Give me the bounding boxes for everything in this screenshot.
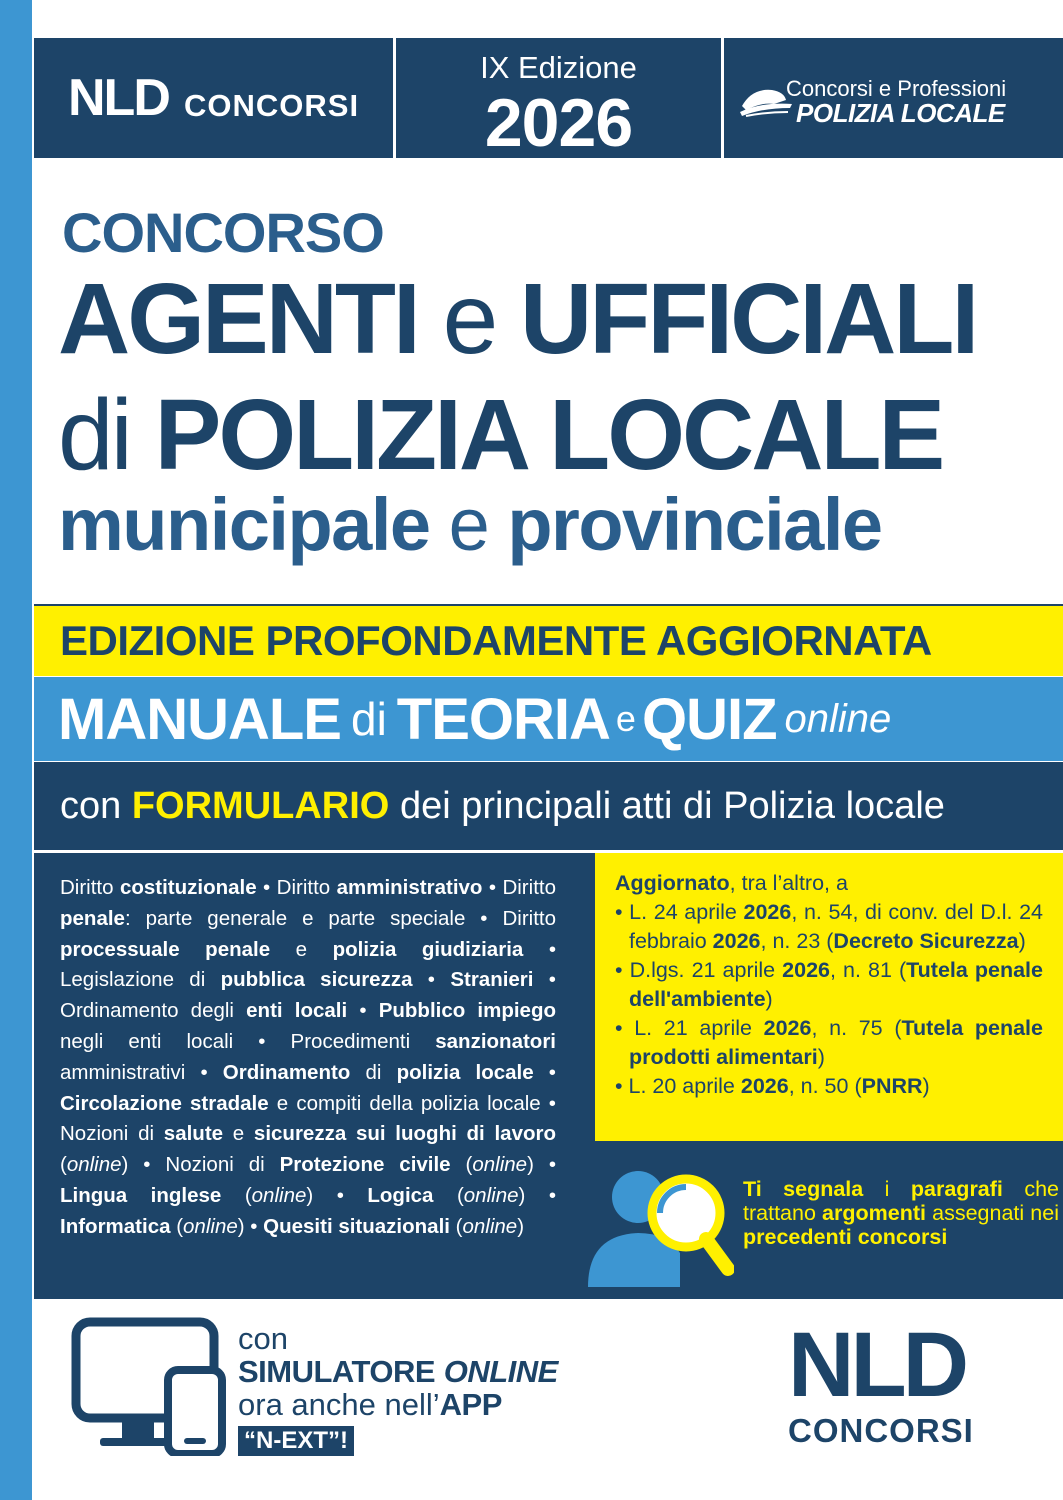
topic-run: amministrativo (336, 876, 483, 899)
nld-logo-text: NLD (68, 69, 169, 127)
content-panel (34, 853, 1063, 1299)
update-run: , n. 81 ( (830, 958, 907, 982)
topic-run: • (412, 968, 451, 992)
manual-e: e (615, 698, 636, 739)
topic-run: Diritto (60, 876, 120, 899)
topic-run: costituzionale (119, 876, 257, 899)
simulator-line-2 (238, 1355, 558, 1388)
update-run: 2026 (740, 1074, 789, 1098)
update-item (615, 1072, 1043, 1101)
topic-run: • Legislazione di (60, 937, 557, 992)
update-run: ) (817, 1045, 825, 1069)
update-run: 2026 (712, 929, 761, 953)
topic-run: e (223, 1122, 254, 1146)
signal-run: i (863, 1177, 911, 1201)
updates-box (595, 853, 1063, 1141)
topic-run: • Diritto (256, 876, 337, 899)
edition-label: IX Edizione (480, 50, 637, 85)
signal-box (574, 1153, 1063, 1293)
topic-run: • (347, 999, 379, 1023)
topics-list (60, 873, 556, 1243)
manual-di: di (350, 693, 387, 745)
signal-run: precedenti concorsi (743, 1225, 948, 1249)
update-item (615, 956, 1043, 1014)
topic-run: polizia giudiziaria (332, 937, 524, 961)
topic-run: ( (170, 1214, 184, 1238)
topic-run: penale (60, 906, 125, 930)
concorsi-logo-text: CONCORSI (184, 88, 360, 123)
topic-run: ) • (306, 1183, 368, 1207)
topic-run: online (251, 1183, 307, 1207)
topic-run: e compiti della polizia locale • Nozioni di (60, 1091, 556, 1146)
topic-run: ) • Nozioni di (121, 1153, 280, 1177)
topic-run: Stranieri (450, 968, 534, 992)
update-run: ) (1018, 929, 1026, 953)
update-run: , n. 75 ( (811, 1016, 902, 1040)
topic-run: processuale penale (60, 937, 271, 961)
series-logo (724, 38, 1063, 158)
title-concorso: CONCORSO (62, 201, 384, 264)
formulario-rest: dei principali atti di Polizia locale (399, 784, 945, 827)
title-di: di (58, 379, 130, 491)
topic-run: ( (60, 1153, 67, 1177)
topic-run: ( (433, 1183, 464, 1207)
topic-run: ( (449, 1214, 463, 1238)
topic-run: di (350, 1060, 397, 1084)
title-polizia-locale: POLIZIA LOCALE (154, 379, 943, 491)
topic-run: Quesiti situazionali (263, 1214, 450, 1238)
update-item (615, 898, 1043, 956)
topic-run: ( (221, 1183, 252, 1207)
topic-run: : parte generale e parte speciale • Diritto (124, 906, 556, 930)
person-magnifier-icon (582, 1163, 734, 1293)
topic-run: Pubblico impiego (378, 999, 557, 1023)
header-bar (34, 38, 1063, 161)
topic-run: e (270, 937, 333, 961)
topic-run: Protezione civile (279, 1153, 451, 1177)
edition-banner (34, 604, 1063, 676)
topic-run: Logica (367, 1183, 434, 1207)
topic-run: • (533, 1060, 556, 1084)
topic-run: pubblica sicurezza (220, 968, 413, 992)
topic-run: online (462, 1214, 518, 1238)
topic-run: • Ordinamento degli (60, 968, 556, 1023)
topic-run: Lingua inglese (60, 1183, 222, 1207)
topic-run: ) • (518, 1183, 556, 1207)
signal-run: paragrafi (910, 1177, 1003, 1201)
series-top-text: Concorsi e Professioni (786, 76, 1007, 101)
updates-title-rest: , tra l’altro, a (729, 871, 848, 895)
book-spine-strip (0, 0, 32, 1500)
signal-text (743, 1177, 1059, 1249)
topic-run: • Diritto (482, 876, 556, 899)
signal-run: argomenti (822, 1201, 926, 1225)
topic-run: online (183, 1214, 238, 1238)
topic-run: ) • (527, 1153, 557, 1177)
update-run: PNRR (861, 1074, 923, 1098)
manual-banner (34, 677, 1063, 761)
manual-online: online (784, 696, 892, 741)
series-bottom-text: POLIZIA LOCALE (796, 98, 1005, 128)
edition-box (396, 38, 724, 161)
topic-run: online (66, 1153, 122, 1177)
topic-run: sicurezza sui luoghi di lavoro (253, 1122, 556, 1146)
topic-run: Circolazione stradale (60, 1091, 269, 1115)
topic-run: sanzionatori (435, 1029, 556, 1053)
update-run: ) (765, 987, 773, 1011)
topic-run: ) (517, 1214, 525, 1238)
simulator-con: con (238, 1321, 288, 1356)
title-line-3 (58, 480, 882, 570)
update-run: 2026 (763, 1016, 812, 1040)
update-run: , n. 54, di conv. del D.l. 24 febbraio (629, 900, 1043, 953)
topic-run: Ordinamento (222, 1060, 351, 1084)
update-run: • L. 24 aprile (615, 900, 744, 924)
updates-title (615, 869, 1043, 898)
update-run: 2026 (782, 958, 830, 982)
updates-list (615, 898, 1043, 1101)
update-run: , n. 23 ( (760, 929, 834, 953)
update-run: , n. 50 ( (788, 1074, 862, 1098)
update-run: Tutela penale dell'ambiente (629, 958, 1043, 1011)
bottom-nld-logo: NLD (788, 1314, 966, 1416)
update-run: • L. 21 aprile (615, 1016, 764, 1040)
signal-run: assegnati nei (925, 1201, 1059, 1225)
edition-banner-text: EDIZIONE PROFONDAMENTE AGGIORNATA (60, 617, 932, 664)
bottom-concorsi-logo: CONCORSI (788, 1412, 974, 1449)
update-run: ) (922, 1074, 930, 1098)
title-municipale: municipale (58, 483, 430, 566)
computer-phone-icon (70, 1316, 230, 1456)
simulator-line-3 (238, 1388, 558, 1421)
title-e-2: e (448, 483, 489, 566)
edition-year: 2026 (484, 85, 633, 161)
topic-run: amministrativi • (60, 1060, 223, 1084)
title-e-1: e (442, 263, 496, 375)
topic-run: negli enti locali • Procedimenti (60, 1029, 436, 1053)
topic-run: Informatica (60, 1214, 171, 1238)
update-item (615, 1014, 1043, 1072)
update-run: • D.lgs. 21 aprile (615, 958, 783, 982)
topic-run: polizia locale (396, 1060, 534, 1084)
simulator-app: APP (439, 1387, 502, 1422)
simulator-online: ONLINE (443, 1354, 558, 1389)
simulator-text (238, 1322, 558, 1456)
title-provinciale: provinciale (507, 483, 882, 566)
title-agenti: AGENTI (58, 263, 418, 375)
title-line-1 (58, 262, 976, 377)
title-ufficiali: UFFICIALI (520, 263, 977, 375)
manual-quiz: QUIZ (641, 686, 777, 752)
manual-word: MANUALE (58, 686, 341, 752)
update-run: Tutela penale prodotti alimentari (629, 1016, 1043, 1069)
simulator-app-pre: ora anche nell’ (238, 1387, 440, 1422)
simulator-word: SIMULATORE (238, 1354, 436, 1389)
update-run: 2026 (743, 900, 792, 924)
title-line-2 (58, 378, 942, 493)
manual-teoria: TEORIA (396, 686, 610, 752)
topic-run: online (463, 1183, 519, 1207)
update-run: • L. 20 aprile (615, 1074, 741, 1098)
formulario-banner (34, 762, 1063, 850)
updates-title-bold: Aggiornato (615, 871, 730, 895)
topic-run: ( (450, 1153, 473, 1177)
next-app-badge: “N-EXT”! (238, 1426, 354, 1456)
topic-run: salute (163, 1122, 224, 1146)
topic-run: enti locali (246, 999, 348, 1023)
signal-run: Ti segnala (743, 1177, 864, 1201)
signal-run: che trattano (743, 1177, 1060, 1225)
formulario-con: con (60, 784, 122, 827)
topic-run: ) • (237, 1214, 264, 1238)
update-run: Decreto Sicurezza (833, 929, 1019, 953)
nld-concorsi-logo (34, 38, 396, 158)
formulario-word: FORMULARIO (131, 784, 390, 827)
topic-run: online (472, 1153, 528, 1177)
